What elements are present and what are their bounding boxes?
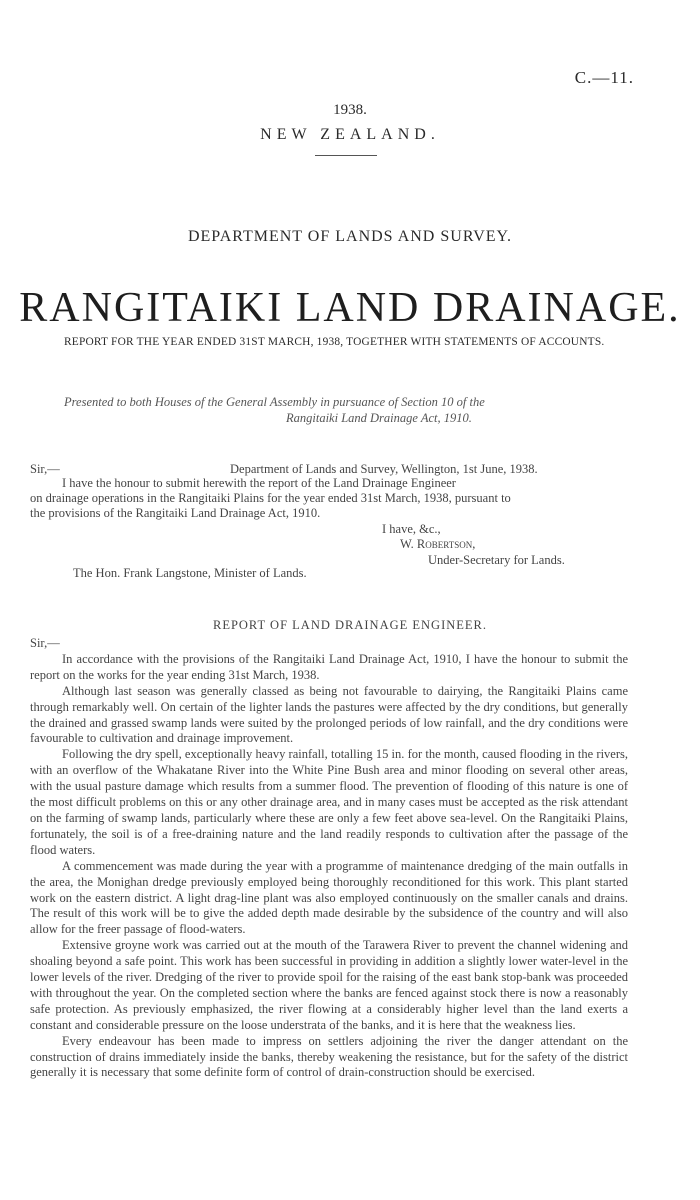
page-title: RANGITAIKI LAND DRAINAGE. [19,285,681,331]
letter-address: Department of Lands and Survey, Wellington, 1st June, 1938. [230,462,538,476]
letter-closing: I have, &c., [382,522,441,536]
report-body [30,636,628,1081]
country-heading: NEW ZEALAND. [260,126,440,143]
report-heading: REPORT OF LAND DRAINAGE ENGINEER. [212,618,488,632]
page-reference: C.—11. [574,68,634,87]
report-paragraph: Every endeavour has been made to impress on settlers adjoining the river the danger attendant on the construction of drains immediately inside the banks, thereby weakening the resistance, but for the safety of the district generally it is necessary that some definite form of control of drain-construction should be exercised. [30,1033,628,1080]
letter-signatory: W. Robertson, [400,537,476,551]
report-paragraph: A commencement was made during the year with a programme of maintenance dredging of the main outfalls in the area, the Monighan dredge previously employed being thoroughly reconditioned for this work. This plant started work on the eastern district. A light drag-line plant was also employed continuously on the smaller canals and drains. The result of this work will be to give the added depth made desirable by the subsidence of the country and will also allow for the freer passage of flood-waters. [30,858,628,937]
report-subtitle: REPORT FOR THE YEAR ENDED 31ST MARCH, 1938, TOGETHER WITH STATEMENTS OF ACCOUNTS. [64,336,605,348]
letter-signatory-title: Under-Secretary for Lands. [428,553,565,567]
document-year: 1938. [333,102,367,118]
letter-line-1: I have the honour to submit herewith the report of the Land Drainage Engineer [62,476,456,490]
report-paragraph: Following the dry spell, exceptionally heavy rainfall, totalling 15 in. for the month, caused flooding in the rivers, with an overflow of the Whakatane River into the White Pine Bush area and minor flooding on several other areas, with the usual pasture damage which results from a summer flood. The prevention of flooding of this nature is one of the most difficult problems on this or any other drainage area, and in many cases must be accepted as the risk attendant on the farming of swamp lands, particularly where these are only a few feet above sea-level. On the Rangitaiki Plains, fortunately, the soil is of a free-draining nature and the land readily responds to cultivation after the passage of the flood waters. [30,747,628,857]
presentation-note-line-1: Presented to both Houses of the General Assembly in pursuance of Section 10 of the [64,395,485,409]
report-salutation: Sir,— [30,636,60,650]
letter-line-3: the provisions of the Rangitaiki Land Drainage Act, 1910. [30,506,321,520]
presentation-note [64,394,654,426]
letter-salutation: Sir,— [30,462,60,476]
letter-recipient: The Hon. Frank Langstone, Minister of Lands. [73,566,307,580]
divider-rule [315,155,377,156]
department-heading: DEPARTMENT OF LANDS AND SURVEY. [187,228,513,245]
letter-line-2: on drainage operations in the Rangitaiki Plains for the year ended 31st March, 1938, pursuant to [30,491,511,505]
report-paragraph: Extensive groyne work was carried out at the mouth of the Tarawera River to prevent the channel widening and shoaling beyond a safe point. This work has been successful in providing in addition a slightly lower water-level in the lower levels of the river. Dredging of the river to provide spoil for the raising of the east bank stop-bank was proceeded with throughout the year. On the completed section where the banks are fenced against stock there is now a reasonably safe protection. As previously emphasized, the river flowing at a considerably higher level than the land exerts a constant and considerable pressure on the loose understrata of the banks, and it is here that the weakness lies. [30,938,628,1032]
report-paragraph: In accordance with the provisions of the Rangitaiki Land Drainage Act, 1910, I have the honour to submit the report on the works for the year ending 31st March, 1938. [30,651,628,682]
report-paragraph: Although last season was generally classed as being not favourable to dairying, the Rangitaiki Plains came through remarkably well. On certain of the lighter lands the pastures were affected by the dry conditions, but generally the drained and grassed swamp lands were suited by the prolonged periods of low rainfall, and the dry conditions were favourable to cultivation and drainage improvement. [30,683,628,746]
presentation-note-line-2: Rangitaiki Land Drainage Act, 1910. [286,411,472,425]
